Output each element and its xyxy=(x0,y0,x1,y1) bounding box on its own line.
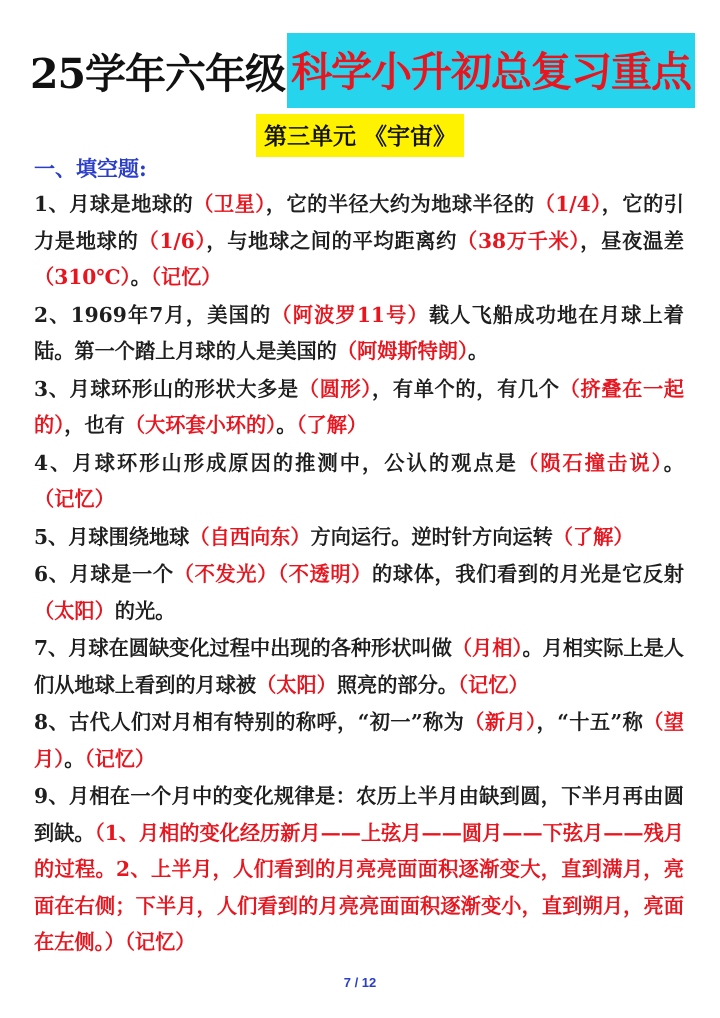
question-item xyxy=(34,630,684,703)
answer-text: （1/6） xyxy=(138,228,207,253)
question-text: 方向运行。逆时针方向运转 xyxy=(310,524,553,549)
question-item xyxy=(34,556,684,629)
question-item xyxy=(34,297,684,370)
section-heading-fill-in: 一、填空题: xyxy=(34,156,147,181)
question-text: ，“十五”称 xyxy=(536,710,644,734)
answer-text: （太阳） xyxy=(34,598,115,623)
answer-text: （不发光）（不透明） xyxy=(173,562,373,586)
question-item xyxy=(34,778,684,961)
answer-text: （挤叠在一起的） xyxy=(34,376,684,437)
question-text: ，与地球之间的平均距离约 xyxy=(206,228,458,253)
question-text: 5、月球围绕地球 xyxy=(34,524,190,549)
question-text: 2、1969年7月，美国的 xyxy=(34,302,272,327)
question-text: 4、月球环形山形成原因的推测中，公认的观点是 xyxy=(34,450,518,475)
question-text: 1、月球是地球的 xyxy=(34,192,194,216)
question-item xyxy=(34,371,684,444)
answer-text: （记忆） xyxy=(84,746,156,771)
answer-text: （310℃） xyxy=(34,265,131,289)
question-text: 载人飞船成功地在月球上着陆。第一个踏上月球的人是美国的 xyxy=(34,302,684,363)
answer-text: （太阳） xyxy=(256,672,337,697)
question-text: 。 xyxy=(64,746,85,771)
question-text: ，它的引力是地球的 xyxy=(34,192,684,253)
question-item xyxy=(34,186,684,296)
question-text: 。 xyxy=(276,413,297,437)
question-text: ，昼夜温差 xyxy=(580,228,684,253)
answer-text: （了解） xyxy=(296,413,368,437)
question-item xyxy=(34,519,684,556)
question-text: 6、月球是一个 xyxy=(34,562,174,586)
page-number: 7 / 12 xyxy=(343,975,377,990)
question-text: 9、月相在一个月中的变化规律是：农历上半月由缺到圆，下半月再由圆到缺。 xyxy=(34,784,684,845)
unit-title: 第三单元 《宇宙》 xyxy=(256,114,464,157)
answer-text: （圆形） xyxy=(298,376,373,401)
answer-text: （记忆） xyxy=(457,672,529,697)
question-text: ，也有 xyxy=(64,413,125,437)
question-item xyxy=(34,704,684,777)
answer-text: （望月） xyxy=(34,710,684,771)
question-text: 7、月球在圆缺变化过程中出现的各种形状叫做 xyxy=(34,636,452,660)
question-text: 。 xyxy=(130,265,151,289)
question-list xyxy=(34,186,684,962)
title-subject-highlight: 科学小升初总复习重点 xyxy=(287,33,695,108)
answer-text: （大环套小环的） xyxy=(124,413,277,437)
question-text: 3、月球环形山的形状大多是 xyxy=(34,376,299,401)
answer-text: （阿姆斯特朗） xyxy=(336,339,469,363)
question-text: 8、古代人们对月相有特别的称呼，“初一”称为 xyxy=(34,710,465,734)
question-text: ，它的半径大约为地球半径的 xyxy=(265,192,535,216)
answer-text: （1、月相的变化经历新月——上弦月——圆月——下弦月——残月的过程。2、上半月，人们看到的月亮亮面面积逐渐变大，直到满月，亮面在右侧；下半月，人们看到的月亮亮面面积逐渐变小，直到朔月，亮面在左侧。）（记忆） xyxy=(34,820,684,954)
question-item xyxy=(34,445,684,518)
answer-text: （新月） xyxy=(464,710,537,734)
answer-text: （38万千米） xyxy=(457,228,581,253)
answer-text: （阿波罗11号） xyxy=(271,302,429,327)
title-grade: 25学年六年级 xyxy=(30,49,286,98)
question-text: 。 xyxy=(663,450,684,475)
question-text: 。 xyxy=(468,339,489,363)
answer-text: （陨石撞击说） xyxy=(517,450,664,475)
answer-text: （记忆） xyxy=(34,487,115,511)
answer-text: （1/4） xyxy=(534,192,602,216)
question-text: 照亮的部分。 xyxy=(336,672,458,697)
document-title xyxy=(30,34,695,106)
question-text: 的光。 xyxy=(114,598,176,623)
unit-title-wrap xyxy=(0,114,720,157)
answer-text: （卫星） xyxy=(193,192,266,216)
answer-text: （月相） xyxy=(451,636,523,660)
question-text: 。月相实际上是人们从地球上看到的月球被 xyxy=(34,636,684,697)
question-text: 的球体，我们看到的月光是它反射 xyxy=(372,562,684,586)
answer-text: （了解） xyxy=(552,524,634,549)
question-text: ，有单个的，有几个 xyxy=(372,376,560,401)
answer-text: （记忆） xyxy=(150,265,222,289)
answer-text: （自西向东） xyxy=(189,524,311,549)
